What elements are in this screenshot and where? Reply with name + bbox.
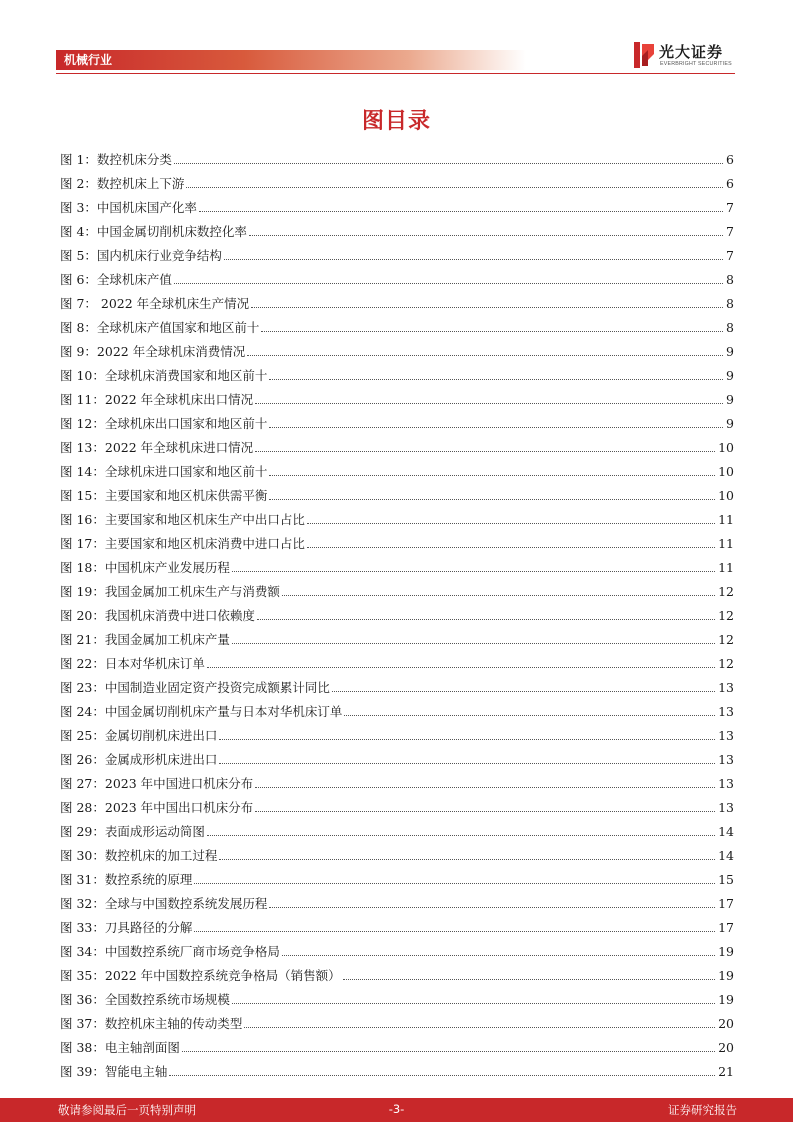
toc-entry[interactable]	[60, 840, 734, 864]
toc-entry[interactable]	[60, 1032, 734, 1056]
toc-entry-label: 图 18：中国机床产业发展历程	[60, 560, 230, 575]
toc-entry[interactable]	[60, 432, 734, 456]
toc-entry-label: 图 7： 2022 年全球机床生产情况	[60, 296, 250, 311]
toc-entry-label: 图 28：2023 年中国出口机床分布	[60, 800, 254, 815]
logo-text-en: EVERBRIGHT SECURITIES	[660, 61, 732, 67]
toc-entry-page: 7	[726, 248, 734, 263]
toc-entry-page: 21	[718, 1064, 734, 1079]
toc-dot-leader	[269, 426, 723, 428]
toc-dot-leader	[343, 978, 715, 980]
toc-entry-page: 12	[718, 584, 734, 599]
toc-entry-label: 图 29：表面成形运动简图	[60, 824, 205, 839]
toc-entry-label: 图 2：数控机床上下游	[60, 176, 185, 191]
toc-dot-leader	[251, 306, 723, 308]
toc-dot-leader	[224, 258, 723, 260]
toc-entry-page: 12	[718, 656, 734, 671]
toc-entry[interactable]	[60, 216, 734, 240]
toc-entry[interactable]	[60, 384, 734, 408]
toc-dot-leader	[186, 186, 723, 188]
toc-entry[interactable]	[60, 792, 734, 816]
toc-entry-label: 图 8：全球机床产值国家和地区前十	[60, 320, 260, 335]
toc-dot-leader	[255, 402, 723, 404]
toc-dot-leader	[174, 162, 723, 164]
toc-entry[interactable]	[60, 192, 734, 216]
toc-entry-page: 12	[718, 608, 734, 623]
toc-entry-page: 9	[726, 368, 734, 383]
toc-dot-leader	[307, 546, 715, 548]
toc-entry[interactable]	[60, 408, 734, 432]
toc-entry[interactable]	[60, 480, 734, 504]
toc-entry-label: 图 27：2023 年中国进口机床分布	[60, 776, 254, 791]
toc-entry-page: 6	[726, 176, 734, 191]
toc-entry-page: 19	[718, 968, 734, 983]
toc-entry-page: 9	[726, 392, 734, 407]
toc-entry[interactable]	[60, 1056, 734, 1080]
toc-dot-leader	[282, 594, 715, 596]
toc-entry-label: 图 21：我国金属加工机床产量	[60, 632, 230, 647]
footer-bar	[0, 1098, 793, 1122]
toc-entry-label: 图 20：我国机床消费中进口依赖度	[60, 608, 255, 623]
toc-entry[interactable]	[60, 360, 734, 384]
toc-entry-page: 13	[718, 680, 734, 695]
toc-entry-page: 13	[718, 776, 734, 791]
toc-entry-label: 图 25：金属切削机床进出口	[60, 728, 218, 743]
toc-entry[interactable]	[60, 576, 734, 600]
toc-entry-page: 20	[718, 1040, 734, 1055]
toc-entry-label: 图 31：数控系统的原理	[60, 872, 193, 887]
everbright-logo	[634, 40, 738, 72]
toc-dot-leader	[269, 378, 723, 380]
toc-entry[interactable]	[60, 912, 734, 936]
toc-dot-leader	[307, 522, 715, 524]
toc-entry-label: 图 19：我国金属加工机床生产与消费额	[60, 584, 280, 599]
toc-entry-page: 8	[726, 320, 734, 335]
toc-entry[interactable]	[60, 768, 734, 792]
toc-entry[interactable]	[60, 888, 734, 912]
toc-entry-label: 图 26：金属成形机床进出口	[60, 752, 218, 767]
toc-entry[interactable]	[60, 456, 734, 480]
toc-dot-leader	[247, 354, 723, 356]
toc-entry-label: 图 23：中国制造业固定资产投资完成额累计同比	[60, 680, 330, 695]
toc-entry-label: 图 33：刀具路径的分解	[60, 920, 193, 935]
toc-dot-leader	[207, 834, 715, 836]
toc-dot-leader	[249, 234, 723, 236]
toc-dot-leader	[232, 642, 715, 644]
toc-entry[interactable]	[60, 528, 734, 552]
toc-dot-leader	[194, 882, 715, 884]
toc-dot-leader	[261, 330, 723, 332]
toc-entry-page: 7	[726, 224, 734, 239]
toc-entry-page: 14	[718, 824, 734, 839]
header-section-label: 机械行业	[64, 53, 113, 67]
toc-dot-leader	[255, 810, 715, 812]
toc-entry-label: 图 14：全球机床进口国家和地区前十	[60, 464, 268, 479]
toc-entry-page: 13	[718, 800, 734, 815]
toc-entry-page: 13	[718, 728, 734, 743]
toc-dot-leader	[269, 498, 715, 500]
toc-entry[interactable]	[60, 264, 734, 288]
toc-entry-label: 图 5：国内机床行业竞争结构	[60, 248, 222, 263]
toc-entry-page: 8	[726, 272, 734, 287]
toc-entry-page: 17	[718, 896, 734, 911]
everbright-logo-icon	[634, 42, 654, 68]
toc-dot-leader	[332, 690, 715, 692]
toc-entry[interactable]	[60, 624, 734, 648]
toc-entry-page: 8	[726, 296, 734, 311]
toc-dot-leader	[269, 474, 715, 476]
toc-entry[interactable]	[60, 504, 734, 528]
toc-entry[interactable]	[60, 312, 734, 336]
toc-entry-label: 图 22：日本对华机床订单	[60, 656, 205, 671]
toc-dot-leader	[194, 930, 715, 932]
toc-dot-leader	[232, 1002, 715, 1004]
footer-disclaimer-note: 敬请参阅最后一页特别声明	[58, 1103, 196, 1117]
toc-entry[interactable]	[60, 240, 734, 264]
toc-entry-label: 图 13：2022 年全球机床进口情况	[60, 440, 254, 455]
toc-entry-page: 13	[718, 752, 734, 767]
toc-entry-label: 图 35：2022 年中国数控系统竞争格局（销售额）	[60, 968, 341, 983]
toc-entry-page: 9	[726, 344, 734, 359]
toc-dot-leader	[244, 1026, 715, 1028]
toc-entry-page: 6	[726, 152, 734, 167]
toc-entry-page: 15	[718, 872, 734, 887]
toc-dot-leader	[255, 786, 715, 788]
toc-entry[interactable]	[60, 144, 734, 168]
toc-dot-leader	[182, 1050, 715, 1052]
toc-entry-page: 10	[718, 488, 734, 503]
toc-entry-page: 14	[718, 848, 734, 863]
toc-entry[interactable]	[60, 816, 734, 840]
toc-entry[interactable]	[60, 672, 734, 696]
toc-entry[interactable]	[60, 936, 734, 960]
toc-entry[interactable]	[60, 960, 734, 984]
toc-dot-leader	[232, 570, 715, 572]
toc-entry-label: 图 11：2022 年全球机床出口情况	[60, 392, 254, 407]
toc-entry-label: 图 6：全球机床产值	[60, 272, 172, 287]
toc-entry-label: 图 36：全国数控系统市场规模	[60, 992, 230, 1007]
toc-entry-label: 图 1：数控机床分类	[60, 152, 172, 167]
page-number: -3-	[388, 1102, 405, 1116]
toc-entry[interactable]	[60, 744, 734, 768]
toc-dot-leader	[174, 282, 723, 284]
toc-dot-leader	[255, 450, 715, 452]
toc-entry-label: 图 38：电主轴剖面图	[60, 1040, 180, 1055]
toc-entry[interactable]	[60, 720, 734, 744]
toc-entry[interactable]	[60, 1008, 734, 1032]
toc-entry-label: 图 10：全球机床消费国家和地区前十	[60, 368, 268, 383]
toc-entry-page: 19	[718, 944, 734, 959]
toc-entry-page: 20	[718, 1016, 734, 1031]
toc-entry[interactable]	[60, 552, 734, 576]
footer-report-type: 证券研究报告	[668, 1103, 737, 1117]
toc-entry-label: 图 17：主要国家和地区机床消费中进口占比	[60, 536, 305, 551]
toc-dot-leader	[199, 210, 723, 212]
toc-entry-page: 13	[718, 704, 734, 719]
toc-entry-page: 7	[726, 200, 734, 215]
toc-entry-page: 9	[726, 416, 734, 431]
logo-text-cn: 光大证券	[659, 43, 724, 61]
toc-entry[interactable]	[60, 648, 734, 672]
toc-entry-label: 图 9：2022 年全球机床消费情况	[60, 344, 246, 359]
toc-entry-label: 图 37：数控机床主轴的传动类型	[60, 1016, 243, 1031]
toc-entry-page: 17	[718, 920, 734, 935]
toc-dot-leader	[219, 738, 715, 740]
toc-entry[interactable]	[60, 336, 734, 360]
toc-entry-page: 19	[718, 992, 734, 1007]
toc-entry[interactable]	[60, 696, 734, 720]
toc-dot-leader	[282, 954, 715, 956]
header-band	[56, 50, 526, 70]
toc-entry[interactable]	[60, 984, 734, 1008]
toc-dot-leader	[207, 666, 715, 668]
toc-entry-label: 图 34：中国数控系统厂商市场竞争格局	[60, 944, 280, 959]
toc-entry-page: 11	[718, 560, 734, 575]
toc-dot-leader	[269, 906, 715, 908]
toc-entry-label: 图 39：智能电主轴	[60, 1064, 168, 1079]
toc-entry-page: 11	[718, 536, 734, 551]
toc-entry-page: 10	[718, 440, 734, 455]
page-title: 图目录	[361, 109, 431, 134]
toc-entry-label: 图 4：中国金属切削机床数控化率	[60, 224, 247, 239]
toc-dot-leader	[344, 714, 715, 716]
toc-dot-leader	[257, 618, 715, 620]
toc-entry-page: 10	[718, 464, 734, 479]
toc-entry-label: 图 24：中国金属切削机床产量与日本对华机床订单	[60, 704, 343, 719]
toc-entry-label: 图 16：主要国家和地区机床生产中出口占比	[60, 512, 305, 527]
toc-entry-label: 图 30：数控机床的加工过程	[60, 848, 218, 863]
toc-dot-leader	[219, 858, 715, 860]
toc-dot-leader	[219, 762, 715, 764]
toc-entry-page: 11	[718, 512, 734, 527]
toc-dot-leader	[169, 1074, 715, 1076]
toc-entry-label: 图 3：中国机床国产化率	[60, 200, 197, 215]
toc-entry[interactable]	[60, 600, 734, 624]
toc-entry-page: 12	[718, 632, 734, 647]
figure-table-of-contents	[60, 144, 734, 1080]
toc-entry[interactable]	[60, 864, 734, 888]
toc-entry-label: 图 12：全球机床出口国家和地区前十	[60, 416, 268, 431]
toc-entry-label: 图 15：主要国家和地区机床供需平衡	[60, 488, 268, 503]
toc-entry[interactable]	[60, 168, 734, 192]
toc-entry[interactable]	[60, 288, 734, 312]
toc-entry-label: 图 32：全球与中国数控系统发展历程	[60, 896, 268, 911]
header-rule	[56, 73, 735, 74]
